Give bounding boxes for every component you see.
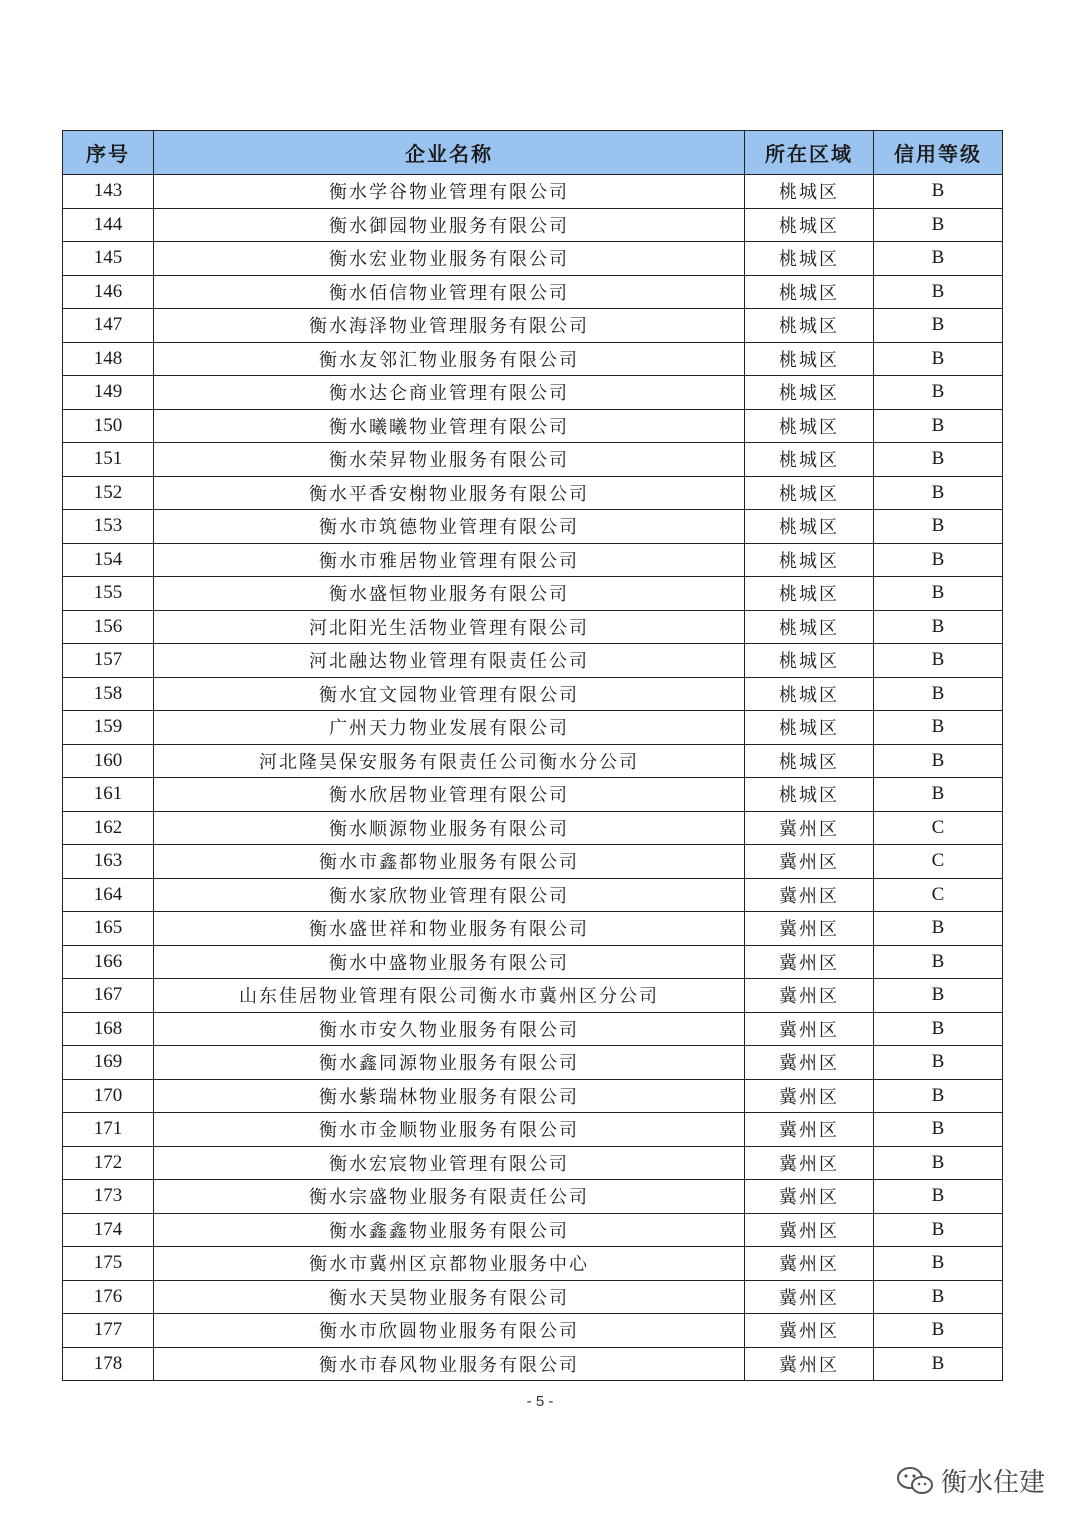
cell-company-name: 衡水紫瑞林物业服务有限公司 (154, 1079, 745, 1113)
table-row (63, 510, 1003, 544)
cell-company-name: 衡水市春风物业服务有限公司 (154, 1347, 745, 1381)
cell-serial: 165 (63, 912, 154, 946)
cell-credit-level: B (874, 610, 1003, 644)
cell-region: 桃城区 (745, 744, 874, 778)
cell-region: 冀州区 (745, 1046, 874, 1080)
page-number: - 5 - (526, 1393, 554, 1410)
cell-company-name: 衡水顺源物业服务有限公司 (154, 811, 745, 845)
cell-region: 桃城区 (745, 577, 874, 611)
cell-credit-level: B (874, 1113, 1003, 1147)
header-serial: 序号 (63, 131, 154, 175)
cell-serial: 157 (63, 644, 154, 678)
cell-company-name: 衡水宏宸物业管理有限公司 (154, 1146, 745, 1180)
cell-serial: 151 (63, 443, 154, 477)
cell-serial: 172 (63, 1146, 154, 1180)
cell-serial: 167 (63, 979, 154, 1013)
cell-credit-level: C (874, 811, 1003, 845)
cell-region: 冀州区 (745, 845, 874, 879)
cell-region: 桃城区 (745, 208, 874, 242)
table-row (63, 376, 1003, 410)
cell-serial: 149 (63, 376, 154, 410)
cell-region: 桃城区 (745, 610, 874, 644)
table-row (63, 1180, 1003, 1214)
cell-credit-level: B (874, 778, 1003, 812)
cell-serial: 171 (63, 1113, 154, 1147)
cell-credit-level: B (874, 912, 1003, 946)
cell-company-name: 广州天力物业发展有限公司 (154, 711, 745, 745)
cell-serial: 170 (63, 1079, 154, 1113)
cell-region: 桃城区 (745, 543, 874, 577)
cell-region: 桃城区 (745, 778, 874, 812)
cell-region: 桃城区 (745, 644, 874, 678)
table-row (63, 677, 1003, 711)
cell-company-name: 河北融达物业管理有限责任公司 (154, 644, 745, 678)
cell-serial: 169 (63, 1046, 154, 1080)
cell-company-name: 衡水家欣物业管理有限公司 (154, 878, 745, 912)
cell-company-name: 衡水佰信物业管理有限公司 (154, 275, 745, 309)
table-header (63, 131, 1003, 175)
cell-region: 桃城区 (745, 376, 874, 410)
header-credit-level: 信用等级 (874, 131, 1003, 175)
cell-credit-level: B (874, 1079, 1003, 1113)
cell-serial: 158 (63, 677, 154, 711)
cell-region: 冀州区 (745, 979, 874, 1013)
table-row (63, 644, 1003, 678)
table-row (63, 778, 1003, 812)
cell-credit-level: B (874, 1046, 1003, 1080)
cell-region: 桃城区 (745, 443, 874, 477)
cell-serial: 147 (63, 309, 154, 343)
cell-region: 冀州区 (745, 1314, 874, 1348)
cell-credit-level: C (874, 845, 1003, 879)
cell-serial: 178 (63, 1347, 154, 1381)
cell-serial: 148 (63, 342, 154, 376)
cell-region: 桃城区 (745, 510, 874, 544)
cell-credit-level: B (874, 1314, 1003, 1348)
cell-credit-level: C (874, 878, 1003, 912)
cell-company-name: 衡水市冀州区京都物业服务中心 (154, 1247, 745, 1281)
table-row (63, 711, 1003, 745)
cell-serial: 163 (63, 845, 154, 879)
table-row (63, 208, 1003, 242)
cell-credit-level: B (874, 543, 1003, 577)
cell-region: 冀州区 (745, 1280, 874, 1314)
cell-serial: 156 (63, 610, 154, 644)
cell-region: 桃城区 (745, 275, 874, 309)
cell-credit-level: B (874, 1280, 1003, 1314)
cell-credit-level: B (874, 309, 1003, 343)
cell-serial: 166 (63, 945, 154, 979)
cell-company-name: 衡水市欣圆物业服务有限公司 (154, 1314, 745, 1348)
table-row (63, 1280, 1003, 1314)
cell-serial: 155 (63, 577, 154, 611)
table-row (63, 1213, 1003, 1247)
table-row (63, 443, 1003, 477)
cell-region: 冀州区 (745, 1247, 874, 1281)
cell-serial: 159 (63, 711, 154, 745)
wechat-icon (895, 1465, 935, 1497)
cell-serial: 150 (63, 409, 154, 443)
cell-credit-level: B (874, 1247, 1003, 1281)
table-row (63, 409, 1003, 443)
cell-serial: 175 (63, 1247, 154, 1281)
cell-company-name: 衡水市雅居物业管理有限公司 (154, 543, 745, 577)
cell-serial: 143 (63, 175, 154, 209)
cell-region: 冀州区 (745, 1079, 874, 1113)
table-row (63, 1314, 1003, 1348)
header-company-name: 企业名称 (154, 131, 745, 175)
cell-region: 冀州区 (745, 1213, 874, 1247)
table-row (63, 1146, 1003, 1180)
cell-region: 冀州区 (745, 1012, 874, 1046)
cell-serial: 176 (63, 1280, 154, 1314)
table-row (63, 1079, 1003, 1113)
cell-credit-level: B (874, 275, 1003, 309)
cell-region: 桃城区 (745, 342, 874, 376)
cell-region: 冀州区 (745, 811, 874, 845)
cell-region: 桃城区 (745, 309, 874, 343)
cell-credit-level: B (874, 644, 1003, 678)
cell-region: 冀州区 (745, 912, 874, 946)
cell-company-name: 衡水市金顺物业服务有限公司 (154, 1113, 745, 1147)
table-row (63, 979, 1003, 1013)
cell-company-name: 衡水中盛物业服务有限公司 (154, 945, 745, 979)
cell-region: 冀州区 (745, 1347, 874, 1381)
table-row (63, 845, 1003, 879)
cell-credit-level: B (874, 476, 1003, 510)
table-row (63, 242, 1003, 276)
cell-company-name: 衡水宗盛物业服务有限责任公司 (154, 1180, 745, 1214)
cell-region: 冀州区 (745, 878, 874, 912)
table-body (63, 175, 1003, 1381)
cell-company-name: 衡水平香安榭物业服务有限公司 (154, 476, 745, 510)
cell-serial: 174 (63, 1213, 154, 1247)
cell-credit-level: B (874, 208, 1003, 242)
cell-company-name: 衡水友邻汇物业服务有限公司 (154, 342, 745, 376)
table-row (63, 1347, 1003, 1381)
cell-company-name: 衡水盛恒物业服务有限公司 (154, 577, 745, 611)
cell-credit-level: B (874, 1146, 1003, 1180)
cell-serial: 162 (63, 811, 154, 845)
cell-region: 桃城区 (745, 476, 874, 510)
cell-company-name: 衡水鑫鑫物业服务有限公司 (154, 1213, 745, 1247)
cell-credit-level: B (874, 376, 1003, 410)
cell-credit-level: B (874, 1213, 1003, 1247)
table-row (63, 175, 1003, 209)
table-row (63, 811, 1003, 845)
cell-region: 冀州区 (745, 1113, 874, 1147)
table-row (63, 1247, 1003, 1281)
cell-serial: 164 (63, 878, 154, 912)
cell-company-name: 衡水学谷物业管理有限公司 (154, 175, 745, 209)
table-row (63, 1012, 1003, 1046)
table-row (63, 744, 1003, 778)
table-row (63, 610, 1003, 644)
cell-serial: 173 (63, 1180, 154, 1214)
table-row (63, 476, 1003, 510)
cell-credit-level: B (874, 1012, 1003, 1046)
cell-region: 冀州区 (745, 1146, 874, 1180)
cell-region: 冀州区 (745, 945, 874, 979)
table-row (63, 912, 1003, 946)
cell-credit-level: B (874, 242, 1003, 276)
watermark-text: 衡水住建 (941, 1468, 1046, 1498)
cell-serial: 145 (63, 242, 154, 276)
cell-credit-level: B (874, 744, 1003, 778)
cell-company-name: 衡水达仑商业管理有限公司 (154, 376, 745, 410)
cell-region: 桃城区 (745, 175, 874, 209)
cell-serial: 161 (63, 778, 154, 812)
cell-serial: 160 (63, 744, 154, 778)
cell-region: 桃城区 (745, 409, 874, 443)
cell-serial: 168 (63, 1012, 154, 1046)
cell-region: 桃城区 (745, 711, 874, 745)
cell-serial: 144 (63, 208, 154, 242)
cell-company-name: 河北隆昊保安服务有限责任公司衡水分公司 (154, 744, 745, 778)
cell-company-name: 衡水鑫同源物业服务有限公司 (154, 1046, 745, 1080)
document-sheet (62, 130, 1002, 1381)
cell-credit-level: B (874, 577, 1003, 611)
table-row (63, 309, 1003, 343)
table-row (63, 275, 1003, 309)
cell-company-name: 衡水盛世祥和物业服务有限公司 (154, 912, 745, 946)
cell-credit-level: B (874, 510, 1003, 544)
table-row (63, 878, 1003, 912)
cell-serial: 177 (63, 1314, 154, 1348)
cell-credit-level: B (874, 342, 1003, 376)
cell-credit-level: B (874, 711, 1003, 745)
table-row (63, 1046, 1003, 1080)
cell-company-name: 衡水欣居物业管理有限公司 (154, 778, 745, 812)
cell-credit-level: B (874, 1347, 1003, 1381)
credit-rating-table (62, 130, 1003, 1381)
cell-credit-level: B (874, 443, 1003, 477)
cell-company-name: 衡水海泽物业管理服务有限公司 (154, 309, 745, 343)
cell-region: 冀州区 (745, 1180, 874, 1214)
cell-serial: 154 (63, 543, 154, 577)
header-region: 所在区域 (745, 131, 874, 175)
cell-region: 桃城区 (745, 242, 874, 276)
cell-region: 桃城区 (745, 677, 874, 711)
table-row (63, 945, 1003, 979)
cell-company-name: 衡水宜文园物业管理有限公司 (154, 677, 745, 711)
cell-company-name: 衡水曦曦物业管理有限公司 (154, 409, 745, 443)
watermark (895, 1462, 1045, 1499)
cell-credit-level: B (874, 409, 1003, 443)
table-row (63, 1113, 1003, 1147)
cell-credit-level: B (874, 1180, 1003, 1214)
cell-company-name: 衡水御园物业服务有限公司 (154, 208, 745, 242)
cell-credit-level: B (874, 945, 1003, 979)
table-row (63, 577, 1003, 611)
cell-credit-level: B (874, 175, 1003, 209)
cell-company-name: 衡水市筑德物业管理有限公司 (154, 510, 745, 544)
cell-company-name: 衡水天昊物业服务有限公司 (154, 1280, 745, 1314)
cell-company-name: 河北阳光生活物业管理有限公司 (154, 610, 745, 644)
cell-company-name: 衡水市鑫都物业服务有限公司 (154, 845, 745, 879)
cell-credit-level: B (874, 677, 1003, 711)
cell-company-name: 衡水宏业物业服务有限公司 (154, 242, 745, 276)
cell-company-name: 山东佳居物业管理有限公司衡水市冀州区分公司 (154, 979, 745, 1013)
table-row (63, 543, 1003, 577)
cell-company-name: 衡水荣昇物业服务有限公司 (154, 443, 745, 477)
cell-serial: 153 (63, 510, 154, 544)
cell-company-name: 衡水市安久物业服务有限公司 (154, 1012, 745, 1046)
table-row (63, 342, 1003, 376)
cell-serial: 152 (63, 476, 154, 510)
cell-serial: 146 (63, 275, 154, 309)
cell-credit-level: B (874, 979, 1003, 1013)
